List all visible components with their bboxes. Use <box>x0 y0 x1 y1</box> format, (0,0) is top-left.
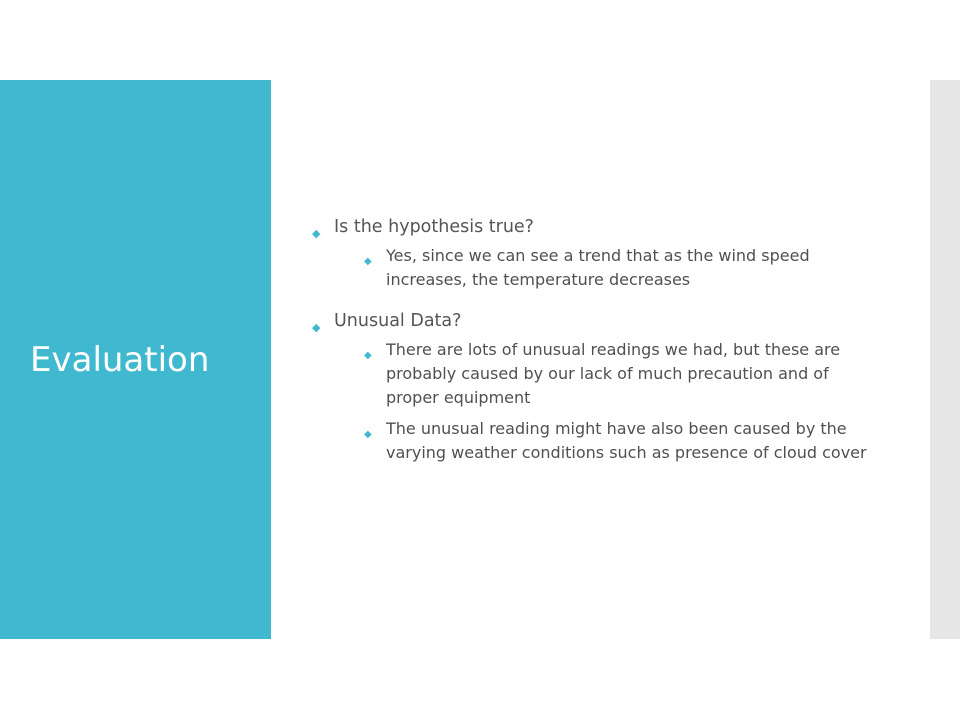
bullet-item <box>312 214 882 240</box>
diamond-bullet-icon: ◆ <box>364 429 372 440</box>
bullet-content <box>312 214 882 481</box>
bullet-text: Unusual Data? <box>334 311 462 331</box>
sub-bullet-list <box>312 338 882 465</box>
bullet-group-hypothesis <box>312 214 882 292</box>
sub-bullet-item <box>364 417 882 465</box>
diamond-bullet-icon: ◆ <box>312 227 321 240</box>
sub-bullet-text: Yes, since we can see a trend that as the wind speed increases, the temperature decreases <box>386 246 810 289</box>
bullet-item <box>312 308 882 334</box>
sub-bullet-text: There are lots of unusual readings we had, but these are probably caused by our lack of much precaution and of proper equipment <box>386 340 841 407</box>
sub-bullet-item <box>364 244 882 292</box>
diamond-bullet-icon: ◆ <box>364 350 372 361</box>
bullet-text: Is the hypothesis true? <box>334 217 534 237</box>
sub-bullet-item <box>364 338 882 410</box>
diamond-bullet-icon: ◆ <box>364 256 372 267</box>
bullet-group-unusual-data <box>312 308 882 465</box>
sub-bullet-text: The unusual reading might have also been caused by the varying weather conditions such as presence of cloud cover <box>386 419 867 462</box>
right-accent-strip <box>930 80 960 639</box>
sub-bullet-list <box>312 244 882 292</box>
slide-title: Evaluation <box>30 340 210 380</box>
diamond-bullet-icon: ◆ <box>312 321 321 334</box>
